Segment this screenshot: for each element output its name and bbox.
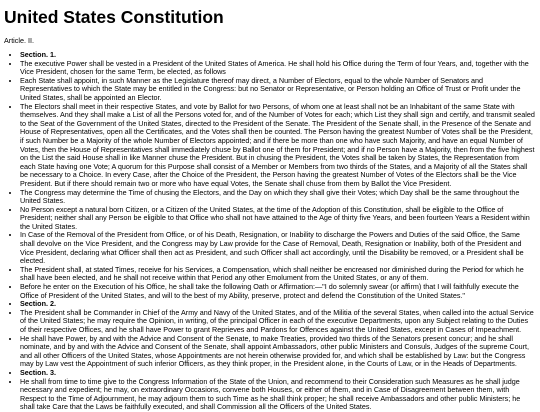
- clause-item: • The President shall be Commander in Chief of the Army and Navy of the United States, and of the Militia of the several States, when called into the actual Service of the United States; he may require the Opinion, in writing, of the principal Officer in each of the executive Departments, upon any Subject relating to the Duties of their respective Offices, and he shall have Power to grant Reprieves and Pardons for Offences against the United States, except in Cases of Impeachment.: [20, 309, 536, 335]
- article-label: Article. II.: [4, 36, 34, 45]
- clause-item: • Before he enter on the Execution of his Office, he shall take the following Oath or Affirmation:—"I do solemnly swear (or affirm) that I will faithfully execute the Office of President of the United States, and will to the best of my Ability, preserve, protect and defend the Constitution of the United States.": [20, 283, 536, 300]
- clause-item: • The President shall, at stated Times, receive for his Services, a Compensation, which shall neither be encreased nor diminished during the Period for which he shall have been elected, and he shall not receive within that Period any other Emolument from the United States, or any of them.: [20, 266, 536, 283]
- section-heading: • Section. 1.: [20, 51, 536, 60]
- clause-item: • He shall have Power, by and with the Advice and Consent of the Senate, to make Treaties, provided two thirds of the Senators present concur; and he shall nominate, and by and with the Advice and Consent of the Senate, shall appoint Ambassadors, other public Ministers and Consuls, Judges of the supreme Court, and all other Officers of the United States, whose Appointments are not herein otherwise provided for, and which shall be established by Law: but the Congress may by Law vest the Appointment of such inferior Officers, as they think proper, in the President alone, in the Courts of Law, or in the Heads of Departments.: [20, 335, 536, 369]
- clause-item: • In Case of the Removal of the President from Office, or of his Death, Resignation, or Inability to discharge the Powers and Duties of the said Office, the Same shall devolve on the Vice President, and the Congress may by Law provide for the Case of Removal, Death, Resignation or Inability, both of the President and Vice President, declaring what Officer shall then act as President, and such Officer shall act accordingly, until the Disability be removed, or a President shall be elected.: [20, 231, 536, 265]
- clause-item: • No Person except a natural born Citizen, or a Citizen of the United States, at the time of the Adoption of this Constitution, shall be eligible to the Office of President; neither shall any Person be eligible to that Office who shall not have attained to the Age of thirty five Years, and been fourteen Years a Resident within the United States.: [20, 206, 536, 232]
- section-heading: • Section. 3.: [20, 369, 536, 378]
- clause-item: • Each State shall appoint, in such Manner as the Legislature thereof may direct, a Number of Electors, equal to the whole Number of Senators and Representatives to which the State may be entitled in the Congress: but no Senator or Representative, or Person holding an Office of Trust or Profit under the United States, shall be appointed an Elector.: [20, 77, 536, 103]
- clause-item: • The Electors shall meet in their respective States, and vote by Ballot for two Persons, of whom one at least shall not be an Inhabitant of the same State with themselves. And they shall make a List of all the Persons voted for, and of the Number of Votes for each; which List they shall sign and certify, and transmit sealed to the Seat of the Government of the United States, directed to the President of the Senate. The President of the Senate shall, in the Presence of the Senate and House of Representatives, open all the Certificates, and the Votes shall then be counted. The Person having the greatest Number of Votes shall be the President, if such Number be a Majority of the whole Number of Electors appointed; and if there be more than one who have such Majority, and have an equal Number of Votes, then the House of Representatives shall immediately chuse by Ballot one of them for President; and if no Person have a Majority, then from the five highest on the List the said House shall in like Manner chuse the President. But in chusing the President, the Votes shall be taken by States, the Representation from each State having one Vote; A quorum for this Purpose shall consist of a Member or Members from two thirds of the States, and a Majority of all the States shall be necessary to a Choice. In every Case, after the Choice of the President, the Person having the greatest Number of Votes of the Electors shall be the Vice President. But if there should remain two or more who have equal Votes, the Senate shall chuse from them by Ballot the Vice President.: [20, 103, 536, 189]
- section-heading: • Section. 2.: [20, 300, 536, 309]
- clause-item: • The Congress may determine the Time of chusing the Electors, and the Day on which they shall give their Votes; which Day shall be the same throughout the United States.: [20, 189, 536, 206]
- clause-item: • The executive Power shall be vested in a President of the United States of America. He shall hold his Office during the Term of four Years, and, together with the Vice President, chosen for the same Term, be elected, as follows: [20, 60, 536, 77]
- clause-item: • He shall from time to time give to the Congress Information of the State of the Union, and recommend to their Consideration such Measures as he shall judge necessary and expedient; he may, on extraordinary Occasions, convene both Houses, or either of them, and in Case of Disagreement between them, with Respect to the Time of Adjournment, he may adjourn them to such Time as he shall think proper; he shall receive Ambassadors and other public Ministers; he shall take Care that the Laws be faithfully executed, and shall Commission all the Officers of the United States.: [20, 378, 536, 412]
- document-title: United States Constitution: [4, 7, 224, 27]
- clause-list: [4, 51, 536, 412]
